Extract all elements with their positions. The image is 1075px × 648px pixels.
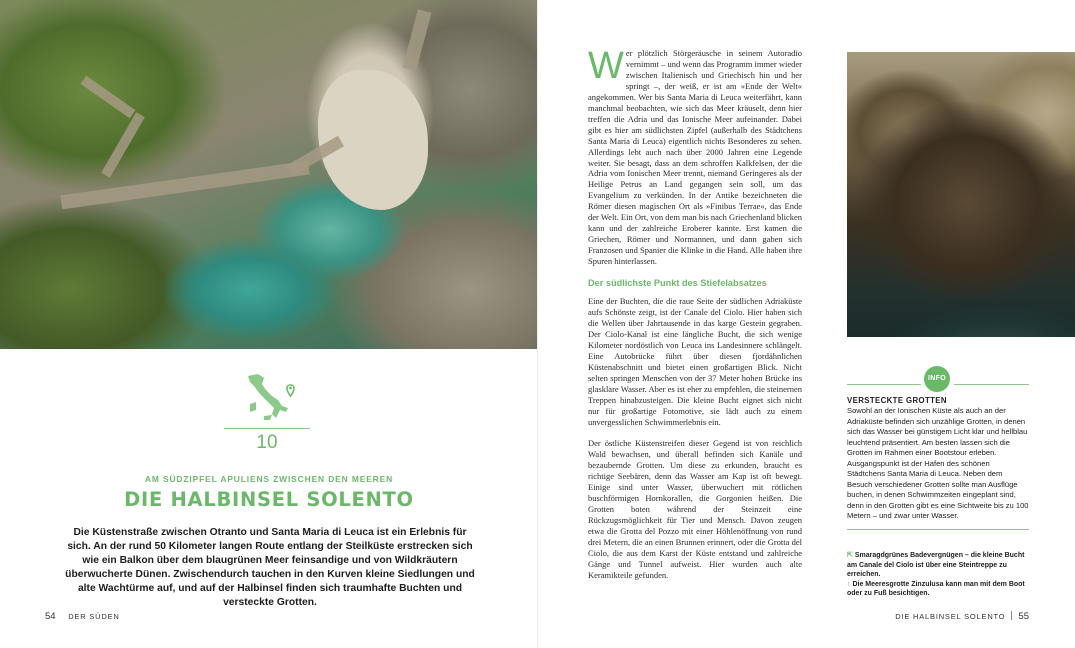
folio-right	[895, 611, 1029, 622]
chapter-rule	[224, 428, 310, 429]
caption-2-text: Die Meeresgrotte Zinzulusa kann man mit dem Boot oder zu Fuß besichtigen.	[847, 580, 1025, 598]
body-paragraph-1	[588, 45, 802, 267]
page-number-right: 55	[1018, 611, 1029, 622]
info-badge: INFO	[924, 366, 950, 392]
chapter-title: DIE HALBINSEL SOLENTO	[124, 488, 414, 511]
arrow-up-icon: ↑	[847, 580, 851, 588]
info-rule-left	[847, 384, 921, 385]
paragraph-1-text: er plötzlich Störgeräusche in seinem Autoradio vernimmt – und wenn das Programm immer wieder zwischen Italienisch und Griechisch hin und her springt –, der weiß, er ist am »Ende der Welt« angekommen. Wer bis Santa Maria di Leuca weiterfährt, kann manchmal beobachten, wie sich das Meer kräuselt, denn hier treffen die Adria und das Ionische Meer aufeinander. Dabei gibt es hier am südlichsten Zipfel (außerhalb des Städtchens Santa Maria di Leuca) eigentlich nichts Besonderes zu sehen. Allerdings lebt auch nach über 2000 Jahren eine Legende weiter. Sie besagt, dass an dem schroffen Kalkfelsen, der die Adria vom Ionischen Meer trennt, niemand Geringeres als der Heilige Petrus an Land gegangen sein soll, um das Evangelium zu verkünden. In der Antike bezeichneten die Römer diesen magischen Ort als »Finibus Terrae«, das Ende der Welt. Ein Ort, von dem man bis nach Griechenland blicken kann und der zahlreiche Eroberer kannte. Erst kamen die Griechen, Römer und Normannen, und dann gaben sich Franzosen und Spanier die Klinke in die Hand. Alle haben ihre Spuren hinterlassen.	[588, 48, 802, 267]
photo-captions	[847, 551, 1033, 599]
arrow-up-left-icon: ⇱	[847, 552, 853, 559]
folio-left	[45, 611, 120, 622]
info-box-title: VERSTECKTE GROTTEN	[847, 396, 947, 405]
drop-cap: W	[588, 45, 624, 87]
body-text-column	[588, 45, 802, 592]
chapter-number: 10	[256, 432, 278, 453]
section-name-right: DIE HALBINSEL SOLENTO	[895, 612, 1006, 621]
body-paragraph-2: Eine der Buchten, die die raue Seite der südlichen Adriaküste aufs Schönste zeigt, ist der Canale del Ciolo. Hier haben sich die Wellen über Jahrtausende in das karge Gestein gegraben. Der Ciolo-Kanal ist eine längliche Bucht, die sich wenige Kilometer nordöstlich von Leuca ins Landesinnere schlängelt. Eine Autobrücke führt über diesen fjordähnlichen Küstenabschnitt und bietet einen großartigen Blick. Nicht selten springen Menschen von der 37 Meter hohen Brücke ins glasklare Wasser. Aber es ist eher zu empfehlen, die steinernen Treppen hinabzusteigen. Die kleine Bucht eignet sich nicht nur für großartige Fotomotive, sie lädt auch zu einem unvergesslichen Schwimmerlebnis ein.	[588, 296, 802, 427]
sea-grotto-photo	[847, 52, 1075, 337]
aerial-coast-photo	[0, 0, 538, 349]
info-rule-right	[954, 384, 1029, 385]
subheading: Der südlichste Punkt des Stiefelabsatzes	[588, 278, 767, 289]
caption-1-text: Smaragdgrünes Badevergnügen – die kleine Bucht am Canale del Ciolo ist über eine Steintreppe zu erreichen.	[847, 552, 1025, 579]
chapter-kicker: AM SÜDZIPFEL APULIENS ZWISCHEN DEN MEEREN	[144, 474, 394, 484]
italy-map-pin-icon	[242, 370, 298, 422]
page-number-left: 54	[45, 611, 56, 622]
intro-paragraph: Die Küstenstraße zwischen Otranto und Santa Maria di Leuca ist ein Erlebnis für sich. An der rund 50 Kilometer langen Route entlang der Steilküste erstrecken sich wie ein Balkon über dem blaugrünen Meer feinsandige und von Wildkräutern überwucherte Dünen. Zwischendurch tauchen in den Kurven kleine Siedlungen und alte Wachtürme auf, und auf der Halbinsel finden sich traumhafte Buchten und versteckte Grotten.	[65, 527, 475, 608]
info-box-text: Sowohl an der Ionischen Küste als auch an der Adriaküste befinden sich unzählige Grotten, in denen sich das Wasser bei günstigem Licht klar und hellblau leuchtend präsentiert. Am besten lassen sich die Grotten im Rahmen einer Bootstour erleben. Ausgangspunkt ist der Hafen des schönen Städtchens Santa Maria di Leuca. Neben dem Besuch verschiedener Grotten sollte man Ausflüge buchen, in denen Schwimmzeiten eingeplant sind, denn in den Grotten gibt es eine Sichtweite bis zu 100 Metern – und zwar unter Wasser.	[847, 406, 1029, 520]
section-name-left: DER SÜDEN	[68, 612, 120, 621]
caption-1	[847, 551, 1033, 580]
info-box-bottom-rule	[847, 529, 1029, 530]
caption-2	[847, 580, 1033, 599]
body-paragraph-3: Der östliche Küstenstreifen dieser Gegend ist von reichlich Wald bewachsen, und überall befinden sich Kanäle und bezaubernde Grotten. Um diese zu erkunden, braucht es richtige Seebären, denn das Wasser am Kap ist oft bewegt. Einige sind unter Wasser, überwuchert mit rötlichen buschförmigen Hornkorallen, die Gorgonien heißen. Die Grotten boten während der Steinzeit eine Rückzugsmöglichkeit für Tier und Mensch. Davon zeugen etwa die Grotta del Pozzo mit einer Höhlenöffnung von rund drei Metern, die an einen Brunnen erinnert, oder die Grotta del Ciolo, die aus dem Karst der Küste entstand und zahlreiche Gänge und Tunnel aufweist. Hier wurden auch alte Keramikteile gefunden.	[588, 438, 802, 580]
